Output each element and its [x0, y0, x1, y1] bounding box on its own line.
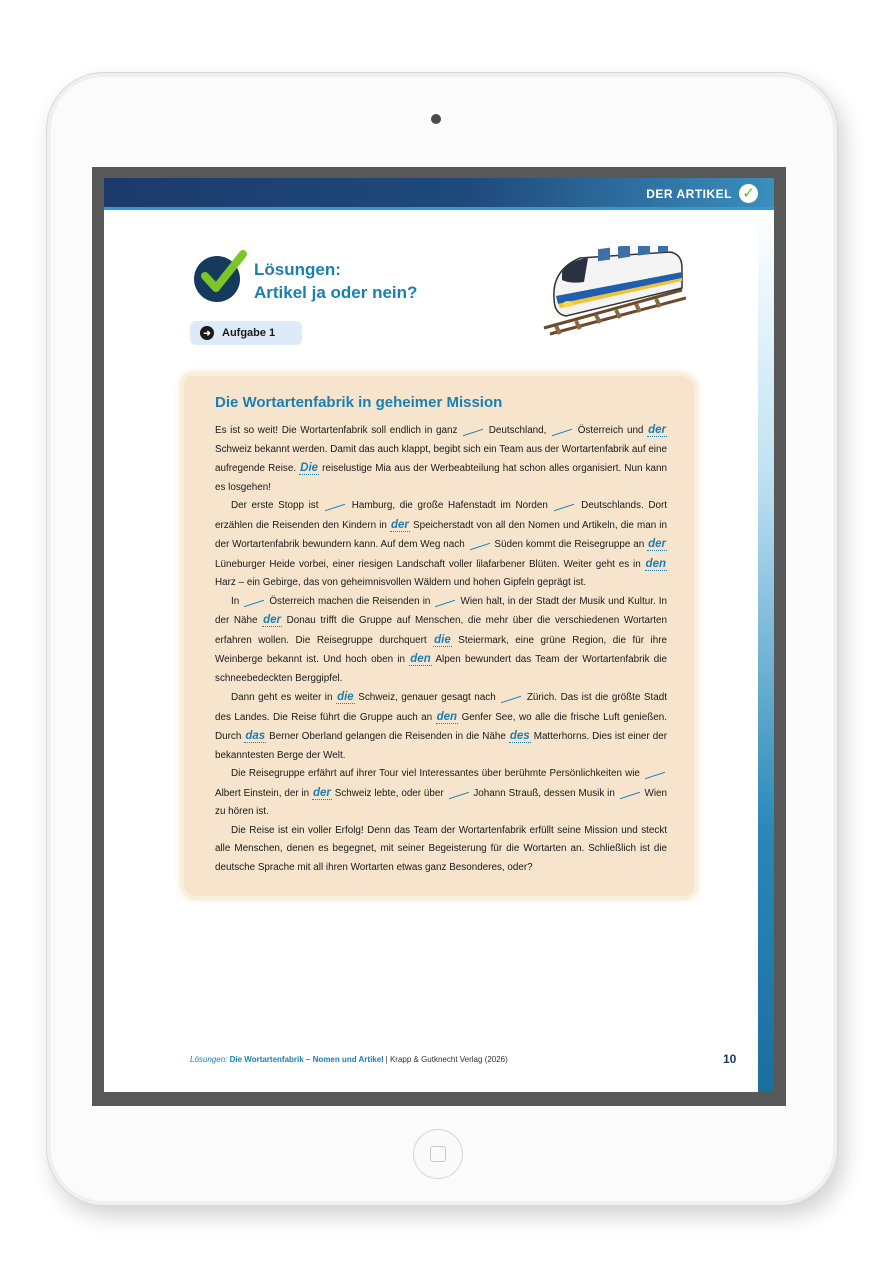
answer-article: den — [410, 653, 431, 665]
story-text-run: Harz – ein Gebirge, das von geheimnisvollen Wäldern und hohen Gipfeln geprägt ist. — [215, 577, 587, 588]
story-text-run: Zürich. Das ist die größte Stadt des Landes. Die Reise führt die Gruppe auch an — [215, 692, 667, 723]
footer-publisher: | Krapp & Gutknecht Verlag (2026) — [383, 1055, 508, 1064]
story-text-run: Berner Oberland gelangen die Reisenden in die Nähe — [266, 731, 509, 742]
no-article-stroke — [501, 688, 521, 703]
story-paragraph — [215, 421, 667, 497]
story-text-run: Hamburg, die große Hafenstadt im Norden — [347, 500, 553, 511]
story-text-run: Schweiz bekannt werden. Damit das auch klappt, begibt sich ein Team aus der Wortartenfabrik auf eine aufregende Reise. — [215, 443, 667, 474]
no-article-stroke — [470, 535, 490, 550]
story-text-run: Donau trifft die Gruppe auf Menschen, die mehr über die verschiedenen Wortarten erfahren wollen. Die Reisegruppe durchquert — [215, 615, 667, 646]
footer-prefix: Lösungen: — [190, 1055, 228, 1064]
home-button[interactable] — [413, 1129, 463, 1179]
story-paragraph — [215, 593, 667, 689]
page-number: 10 — [723, 1052, 737, 1066]
no-article-stroke — [325, 496, 345, 511]
page-heading — [254, 258, 417, 304]
no-article-stroke — [449, 783, 469, 798]
story-text-run: Deutschlands. Dort erzählen die Reisenden den Kindern in — [215, 500, 667, 531]
answer-article: den — [645, 557, 666, 570]
story-text-run: Genfer See, wo alle die frische Luft genießen. Durch — [215, 711, 668, 742]
task-label — [190, 321, 302, 345]
footer-book-title: Die Wortartenfabrik – Nomen und Artikel — [229, 1055, 384, 1064]
no-article-stroke — [244, 591, 264, 606]
train-illustration — [536, 246, 686, 336]
no-article-stroke — [620, 783, 640, 798]
no-article-stroke — [645, 764, 665, 779]
story-text-run: Steiermark, eine grüne Region, die für ihre Weinberge bekannt ist. Und hoch oben in — [215, 634, 668, 665]
story-paragraph — [215, 822, 667, 878]
story-text-run: Der erste Stopp ist — [231, 500, 324, 511]
answer-article: der — [648, 424, 666, 436]
story-text-run: Dann geht es weiter in — [231, 692, 337, 703]
story-text-run: Speicherstadt von all den Nomen und Artikeln, die man in der Wortartenfabrik bewundern kann. Auf dem Weg nach — [215, 519, 667, 550]
story-text — [215, 421, 667, 877]
story-text-run: Johann Strauß, dessen Musik in — [470, 787, 618, 799]
answer-article: die — [434, 633, 451, 646]
footer — [190, 1055, 508, 1064]
story-text-run: Die Reise ist ein voller Erfolg! Denn das Team der Wortartenfabrik erfüllt seine Mission und steckt alle Menschen, denen es begegnet, mit seiner Begeisterung für die Wortarten an. Schließlich ist die deutsche Sprache mit all ihren Wortarten etwas ganz Besonderes, oder? — [215, 824, 667, 873]
heading-line-2: Artikel ja oder nein? — [254, 283, 418, 302]
answer-article: der — [263, 614, 282, 626]
no-article-stroke — [463, 421, 483, 436]
answer-article: des — [509, 730, 530, 742]
answer-article: Die — [300, 462, 319, 474]
story-text-run: Albert Einstein, der in — [215, 787, 312, 799]
story-text-run: Lüneburger Heide vorbei, einer riesigen Landschaft voller lilafarbener Blüten. Weiter geht es in — [215, 558, 645, 570]
story-text-run: Schweiz lebte, oder über — [331, 787, 447, 799]
story-text-run: Die Reisegruppe erfährt auf ihrer Tour viel Interessantes über berühmte Persönlichkeiten wie — [231, 768, 643, 779]
story-text-run: Österreich machen die Reisenden in — [266, 595, 434, 607]
header-band — [104, 178, 774, 210]
answer-article: das — [245, 730, 266, 742]
check-icon: ✓ — [739, 184, 758, 203]
answer-article: der — [391, 518, 409, 531]
document-page — [104, 178, 774, 1092]
story-text-run: Wien halt, in der Stadt der Musik und Kultur. In der Nähe — [215, 595, 668, 626]
no-article-stroke — [554, 496, 574, 511]
story-title: Die Wortartenfabrik in geheimer Mission — [215, 394, 503, 411]
story-text-run: Schweiz, genauer gesagt nach — [354, 692, 500, 703]
heading-line-1: Lösungen: — [254, 260, 341, 279]
camera-icon — [431, 114, 441, 124]
story-text-run: Matterhorns. Dies ist einer der bekanntesten Berge der Welt. — [215, 731, 667, 761]
story-paragraph — [215, 497, 667, 593]
story-paragraph — [215, 765, 667, 822]
story-paragraph — [215, 688, 667, 765]
story-text-run: Wien zu hören ist. — [215, 787, 667, 817]
story-text-run: Es ist so weit! Die Wortartenfabrik soll endlich in ganz — [215, 425, 462, 436]
no-article-stroke — [435, 591, 455, 606]
story-text-run: Alpen bewundert das Team der Wortartenfabrik die schneebedeckten Berggipfel. — [215, 654, 667, 684]
no-article-stroke — [552, 421, 572, 436]
section-title: DER ARTIKEL — [646, 187, 732, 201]
answer-article: der — [312, 786, 331, 799]
story-text-run: Deutschland, — [485, 425, 551, 436]
task-label-text: Aufgabe 1 — [222, 327, 276, 339]
check-badge-icon — [194, 256, 240, 302]
story-text-run: Süden kommt die Reisegruppe an — [491, 539, 648, 550]
answer-article: den — [436, 710, 458, 723]
story-text-run: In — [231, 595, 243, 607]
arrow-circle-icon: ➜ — [200, 326, 214, 340]
answer-article: die — [337, 691, 354, 703]
answer-article: der — [648, 538, 666, 550]
story-text-run: reiselustige Mia aus der Werbeabteilung hat schon alles organisiert. Nun kann es losgehen! — [215, 463, 667, 493]
story-text-run: Österreich und — [574, 425, 648, 436]
side-accent-band — [758, 210, 774, 1092]
